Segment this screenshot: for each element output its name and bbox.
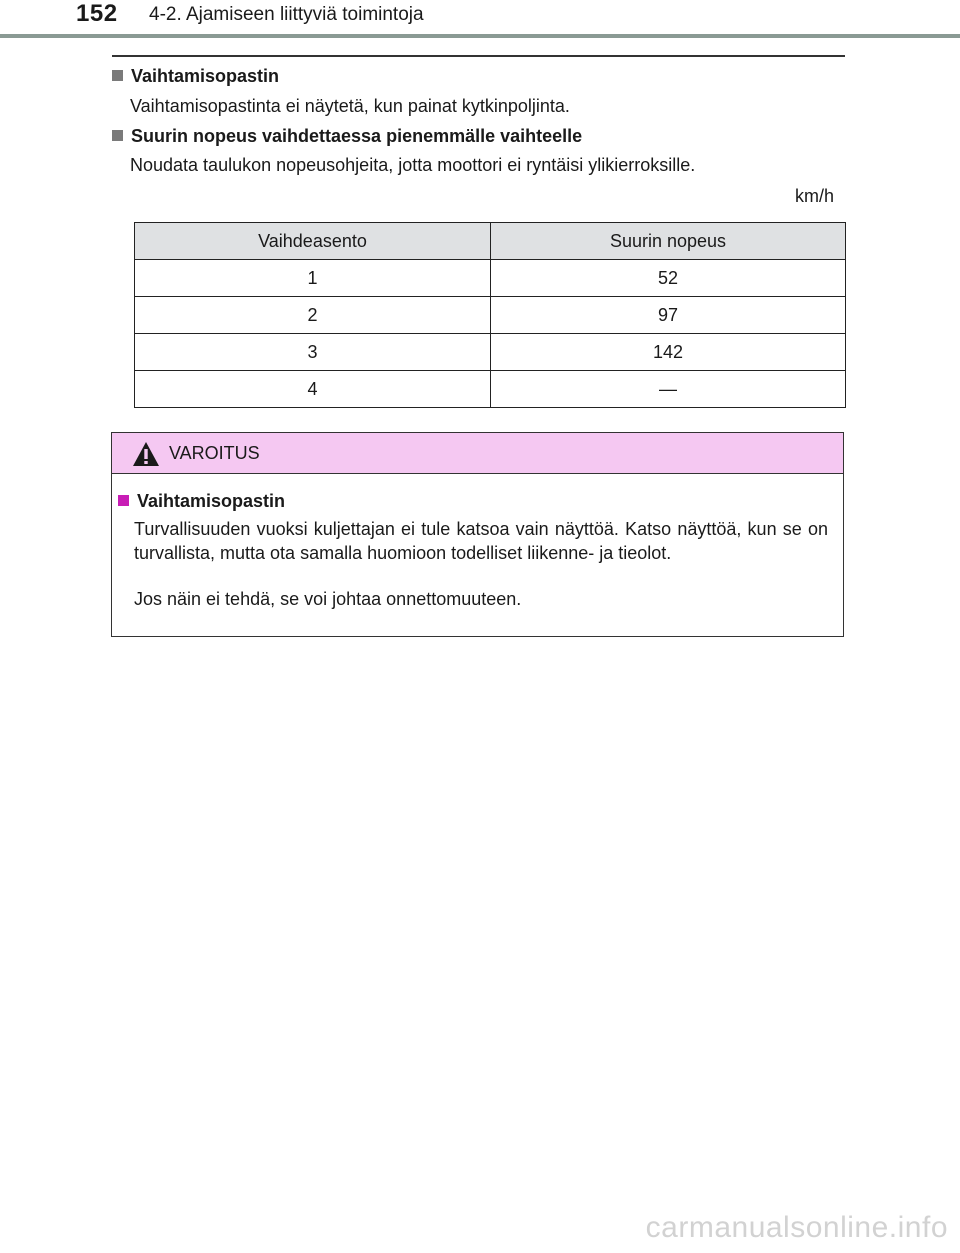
warning-heading: Vaihtamisopastin	[118, 491, 285, 512]
column-header-gear: Vaihdeasento	[135, 223, 491, 260]
chapter-title: 4-2. Ajamiseen liittyviä toimintoja	[149, 4, 424, 25]
table-row	[135, 260, 846, 297]
warning-text: Turvallisuuden vuoksi kuljettajan ei tule katsoa vain näyttöä. Katso näyttöä, kun se on turvallista, mutta ota samalla huomioon todelliset liikenne- ja tieolot.	[134, 519, 828, 563]
bullet-square-icon	[112, 130, 123, 141]
section-heading-2: Suurin nopeus vaihdettaessa pienemmälle vaihteelle	[112, 126, 582, 147]
table-header-row	[135, 223, 846, 260]
table-row	[135, 371, 846, 408]
table-unit: km/h	[795, 186, 835, 206]
header-rule	[0, 34, 960, 38]
gear-cell: 2	[135, 297, 491, 334]
gear-cell: 1	[135, 260, 491, 297]
bullet-square-icon	[118, 495, 129, 506]
page-number: 152	[76, 0, 118, 27]
speed-cell: 97	[491, 297, 846, 334]
page-header	[0, 0, 960, 40]
warning-box	[111, 432, 844, 637]
gear-cell: 4	[135, 371, 491, 408]
warning-text-consequence: Jos näin ei tehdä, se voi johtaa onnettomuuteen.	[134, 589, 522, 609]
speed-table	[134, 222, 846, 408]
column-header-max-speed: Suurin nopeus	[491, 223, 846, 260]
warning-triangle-icon	[132, 441, 160, 467]
speed-cell: 52	[491, 260, 846, 297]
section-divider	[112, 55, 845, 57]
table-row	[135, 334, 846, 371]
section-heading-1: Vaihtamisopastin	[112, 66, 279, 87]
section-text-2: Noudata taulukon nopeusohjeita, jotta moottori ei ryntäisi ylikierroksille.	[130, 155, 696, 175]
speed-cell: 142	[491, 334, 846, 371]
watermark: carmanualsonline.info	[645, 1211, 948, 1244]
warning-title: VAROITUS	[169, 443, 260, 463]
speed-cell: —	[491, 371, 846, 408]
bullet-square-icon	[112, 70, 123, 81]
gear-cell: 3	[135, 334, 491, 371]
warning-header	[112, 433, 843, 474]
section-text-1: Vaihtamisopastinta ei näytetä, kun painat kytkinpoljinta.	[130, 96, 570, 116]
table-row	[135, 297, 846, 334]
